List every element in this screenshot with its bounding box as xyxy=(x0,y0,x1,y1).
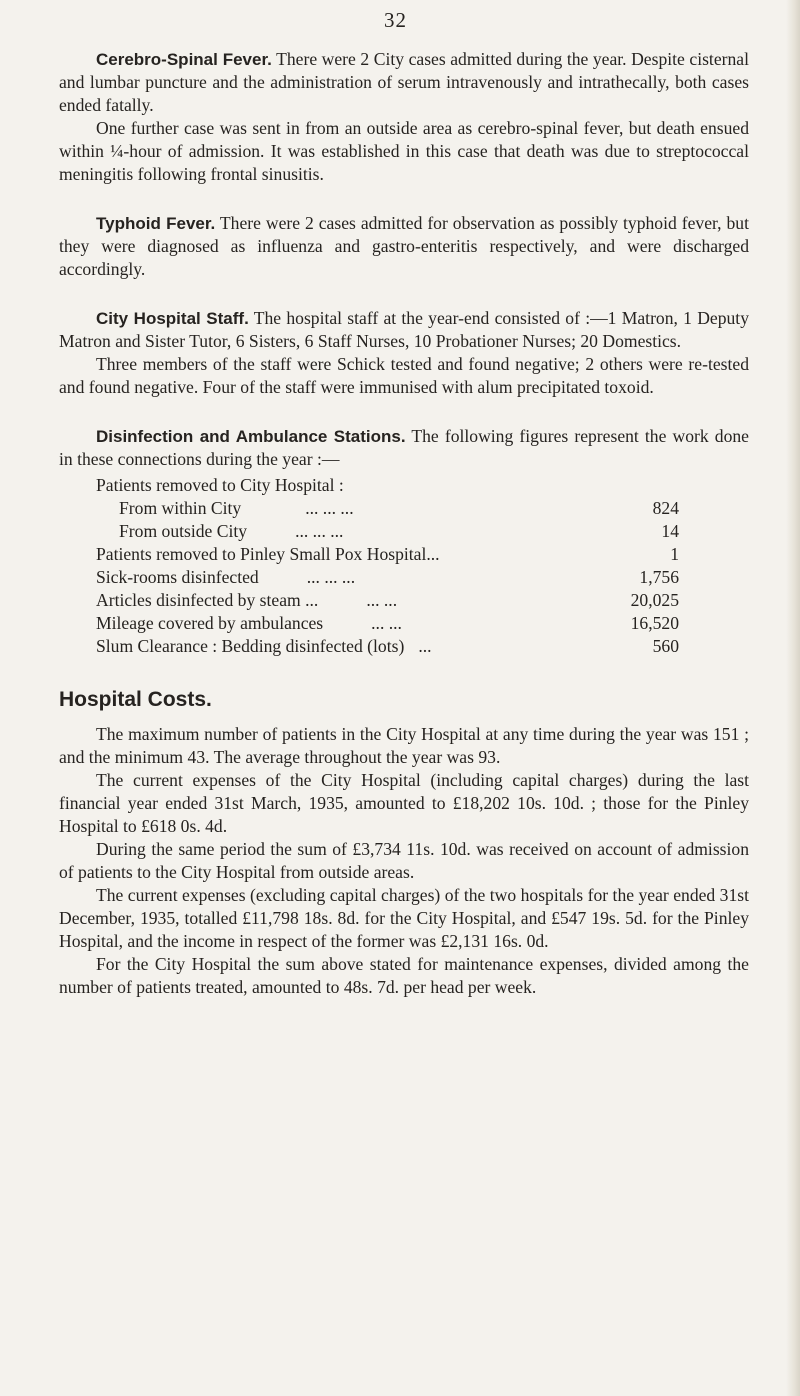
staff-heading: City Hospital Staff. xyxy=(96,309,249,328)
stats-row: Sick-rooms disinfected ... ... ... 1,756 xyxy=(96,567,679,587)
disinfection-intro: The following figures represent the work done in these connections during the year :— xyxy=(59,426,749,469)
cerebro-paragraph-1 xyxy=(59,48,749,117)
stats-row: Articles disinfected by steam ... ... ... 20,025 xyxy=(96,590,679,610)
page-edge-shadow xyxy=(786,0,800,1396)
disinfection-stats-table xyxy=(59,474,679,658)
cerebro-heading: Cerebro-Spinal Fever. xyxy=(96,50,272,69)
costs-paragraph-4: The current expenses (excluding capital charges) of the two hospitals for the year ended 31st December, 1935, totalled £11,798 18s. 8d. for the City Hospital, and £547 19s. 5d. for the Pinley Hospital, and the income in respect of the former was £2,131 16s. 0d. xyxy=(59,885,749,951)
stats-value: 20,025 xyxy=(630,590,679,610)
costs-paragraph-2: The current expenses of the City Hospital (including capital charges) during the last financial year ended 31st March, 1935, amounted to £18,202 10s. 10d. ; those for the Pinley Hospital to £618 0s. 4d. xyxy=(59,770,749,836)
disinfection-heading: Disinfection and Ambulance Stations. xyxy=(96,427,406,446)
staff-text-1: The hospital staff at the year-end consisted of :—1 Matron, 1 Deputy Matron and Sister Tutor, 6 Sisters, 6 Staff Nurses, 10 Probationer Nurses; 20 Domestics. xyxy=(59,308,749,351)
stats-row: Slum Clearance : Bedding disinfected (lots) ... 560 xyxy=(96,636,679,656)
staff-paragraph-2: Three members of the staff were Schick tested and found negative; 2 others were re-tested and found negative. Four of the staff were immunised with alum precipitated toxoid. xyxy=(59,354,749,397)
disinfection-paragraph xyxy=(59,425,749,471)
hospital-costs-title: Hospital Costs. xyxy=(59,688,212,711)
stats-row: Patients removed to Pinley Small Pox Hospital ... 1 xyxy=(96,544,679,564)
typhoid-heading: Typhoid Fever. xyxy=(96,214,216,233)
costs-paragraph-1: The maximum number of patients in the City Hospital at any time during the year was 151 ; and the minimum 43. The average throughout the year was 93. xyxy=(59,724,749,767)
stats-row: From within City ... ... ... 824 xyxy=(119,498,679,518)
stats-group-label: Patients removed to City Hospital : xyxy=(96,475,344,495)
typhoid-paragraph xyxy=(59,212,749,281)
stats-row: From outside City ... ... ... 14 xyxy=(119,521,679,541)
costs-paragraph-3: During the same period the sum of £3,734 11s. 10d. was received on account of admission of patients to the City Hospital from outside areas. xyxy=(59,839,749,882)
page-number: 32 xyxy=(384,8,407,32)
stats-value: 560 xyxy=(652,636,679,656)
cerebro-text-1: There were 2 City cases admitted during the year. Despite cisternal and lumbar puncture and the administration of serum intravenously and intrathecally, both cases ended fatally. xyxy=(59,49,749,115)
stats-value: 824 xyxy=(652,498,679,518)
typhoid-text: There were 2 cases admitted for observation as possibly typhoid fever, but they were diagnosed as influenza and gastro-enteritis respectively, and were discharged accordingly. xyxy=(59,213,749,279)
costs-paragraph-5: For the City Hospital the sum above stated for maintenance expenses, divided among the number of patients treated, amounted to 48s. 7d. per head per week. xyxy=(59,954,749,997)
staff-paragraph-1 xyxy=(59,307,749,353)
stats-row: Mileage covered by ambulances ... ... 16,520 xyxy=(96,613,679,633)
stats-value: 16,520 xyxy=(630,613,679,633)
document-body xyxy=(59,48,749,999)
stats-value: 14 xyxy=(661,521,679,541)
stats-value: 1 xyxy=(670,544,679,564)
stats-value: 1,756 xyxy=(639,567,679,587)
cerebro-paragraph-2: One further case was sent in from an outside area as cerebro-spinal fever, but death ensued within ¼-hour of admission. It was established in this case that death was due to streptococcal meningitis following frontal sinusitis. xyxy=(59,118,749,184)
